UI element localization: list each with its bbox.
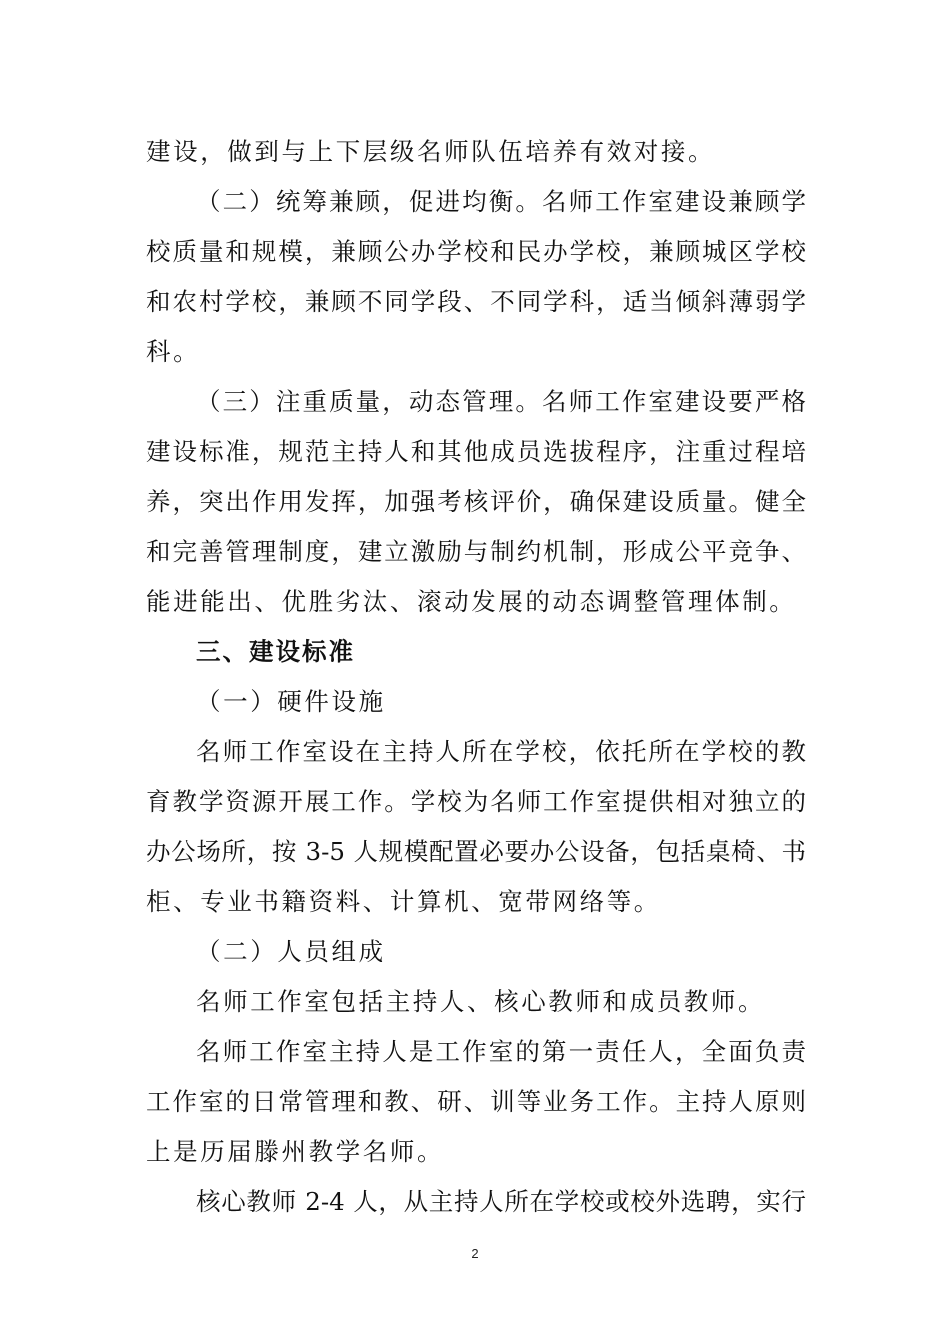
paragraph-line: 和农村学校，兼顾不同学段、不同学科，适当倾斜薄弱学 xyxy=(146,287,806,316)
subsection-heading: （一）硬件设施 xyxy=(196,687,386,716)
paragraph-line: 上是历届滕州教学名师。 xyxy=(146,1137,445,1166)
subsection-heading: （二）人员组成 xyxy=(196,937,386,966)
paragraph-line: 能进能出、优胜劣汰、滚动发展的动态调整管理体制。 xyxy=(146,587,797,616)
paragraph-line: 建设，做到与上下层级名师队伍培养有效对接。 xyxy=(146,137,716,166)
page-number: 2 xyxy=(471,1246,479,1261)
paragraph-line: 育教学资源开展工作。学校为名师工作室提供相对独立的 xyxy=(146,787,806,816)
paragraph-line: 养，突出作用发挥，加强考核评价，确保建设质量。健全 xyxy=(146,487,806,516)
paragraph-line: 名师工作室包括主持人、核心教师和成员教师。 xyxy=(196,987,766,1016)
paragraph-line: 名师工作室设在主持人所在学校，依托所在学校的教 xyxy=(196,737,806,766)
section-heading: 三、建设标准 xyxy=(196,637,355,666)
paragraph-line: 和完善管理制度，建立激励与制约机制，形成公平竞争、 xyxy=(146,537,806,566)
paragraph-line: 科。 xyxy=(146,337,201,366)
paragraph-line: 建设标准，规范主持人和其他成员选拔程序，注重过程培 xyxy=(146,437,806,466)
paragraph-line: 工作室的日常管理和教、研、训等业务工作。主持人原则 xyxy=(146,1087,806,1116)
paragraph-line: 校质量和规模，兼顾公办学校和民办学校，兼顾城区学校 xyxy=(146,237,806,266)
paragraph-line: 柜、专业书籍资料、计算机、宽带网络等。 xyxy=(146,887,661,916)
paragraph-line: （三）注重质量，动态管理。名师工作室建设要严格 xyxy=(196,387,806,416)
paragraph-line: 核心教师 2-4 人，从主持人所在学校或校外选聘，实行 xyxy=(196,1187,806,1216)
paragraph-line: 名师工作室主持人是工作室的第一责任人，全面负责 xyxy=(196,1037,806,1066)
paragraph-line: （二）统筹兼顾，促进均衡。名师工作室建设兼顾学 xyxy=(196,187,806,216)
paragraph-line: 办公场所，按 3-5 人规模配置必要办公设备，包括桌椅、书 xyxy=(146,837,806,866)
